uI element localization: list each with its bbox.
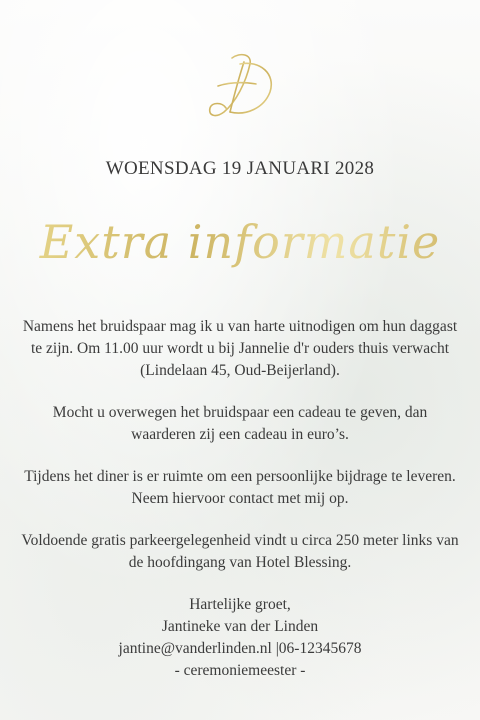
event-date: WOENSDAG 19 JANUARI 2028 (105, 158, 375, 179)
closing-block (20, 594, 460, 682)
closing-name: Jantineke van der Linden (161, 618, 319, 635)
paragraph-gift: Mocht u overwegen het bruidspaar een cadeau te geven, dan waarderen zij een cadeau in euro’s. (52, 404, 428, 443)
closing-greeting: Hartelijke groet, (189, 596, 291, 613)
paragraph-contribution: Tijdens het diner is er ruimte om een persoonlijke bijdrage te leveren. Neem hiervoor contact met mij op. (24, 468, 456, 507)
closing-contact[interactable]: jantine@vanderlinden.nl |06-12345678 (118, 640, 362, 657)
paragraph-parking: Voldoende gratis parkeergelegenheid vindt u circa 250 meter links van de hoofdingang van Hotel Blessing. (21, 532, 459, 571)
paragraph-invitation: Namens het bruidspaar mag ik u van harte uitnodigen om hun daggast te zijn. Om 11.00 uur wordt u bij Jannelie d'r ouders thuis verwacht (Lindelaan 45, Oud-Beijerland). (22, 318, 458, 379)
info-body (20, 316, 460, 682)
monogram-logo (200, 50, 280, 125)
closing-role: - ceremoniemeester - (174, 662, 306, 679)
page-heading: Extra informatie (0, 215, 480, 269)
